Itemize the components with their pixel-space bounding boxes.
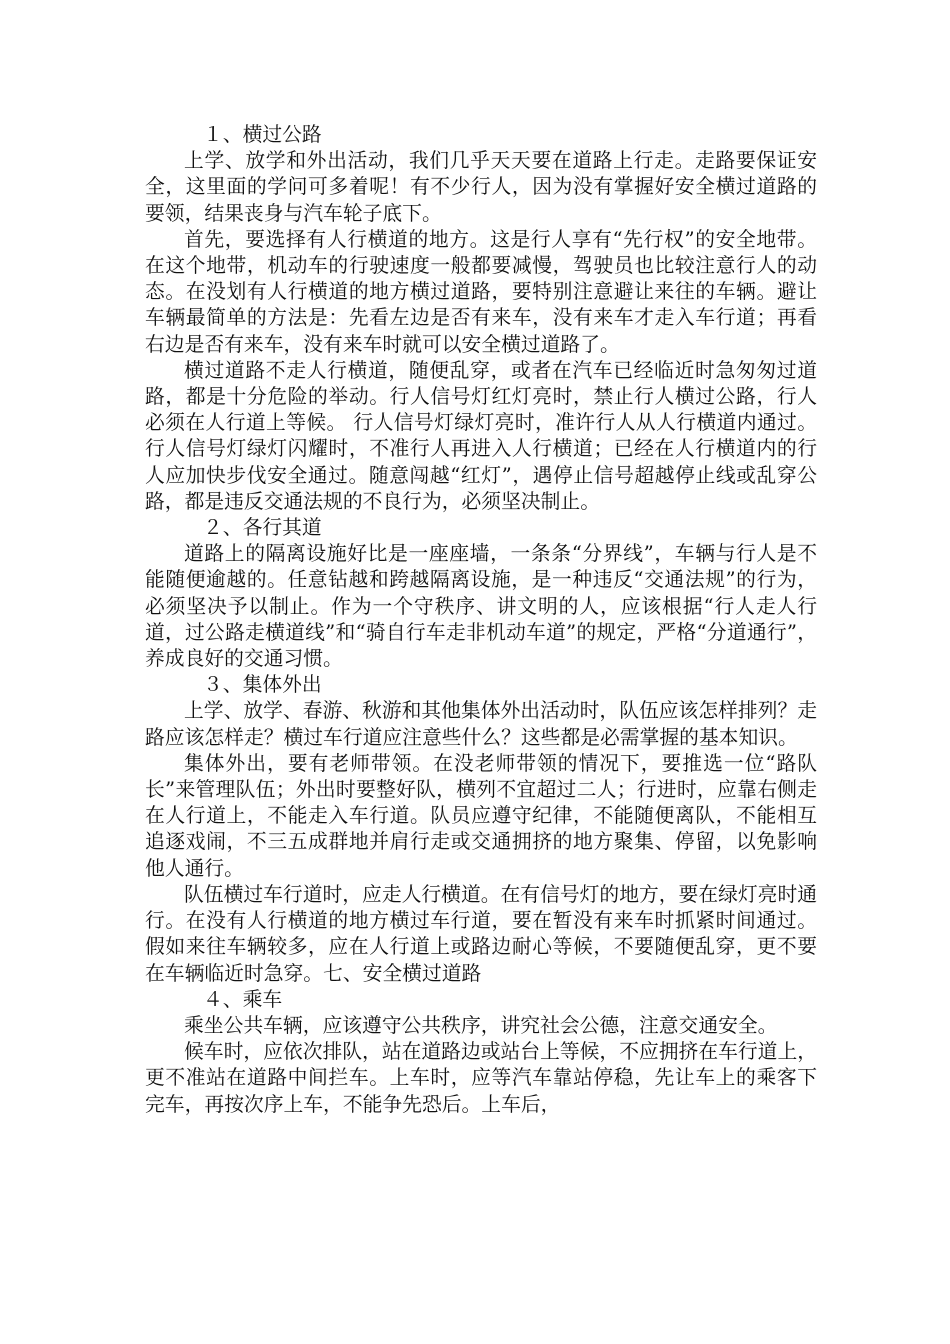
section-heading-riding: ４、乘车 [203, 987, 283, 1011]
paragraph: 上学、放学、春游、秋游和其他集体外出活动时，队伍应该怎样排列？走路应该怎样走？横过车行道应注意些什么？这些都是必需掌握的基本知识。 [145, 699, 818, 749]
paragraph: 首先，要选择有人行横道的地方。这是行人享有“先行权”的安全地带。在这个地带，机动车的行驶速度一般都要减慢，驾驶员也比较注意行人的动态。在没划有人行横道的地方横过道路，要特别注意避让来往的车辆。避让车辆最简单的方法是：先看左边是否有来车，没有来车才走入车行道；再看右边是否有来车，没有来车时就可以安全横过道路了。 [145, 227, 817, 356]
section-heading-lanes: ２、各行其道 [203, 516, 322, 540]
paragraph: 集体外出，要有老师带领。在没老师带领的情况下，要推选一位“路队长”来管理队伍；外出时要整好队，横列不宜超过二人；行进时，应靠右侧走在人行道上，不能走入车行道。队员应遵守纪律，不能随便离队，不能相互追逐戏闹，不三五成群地并肩行走或交通拥挤的地方聚集、停留，以免影响他人通行。 [145, 751, 817, 880]
section-heading-group-outing: ３、集体外出 [203, 673, 322, 697]
document-page [145, 122, 817, 1118]
section-heading-crossing: １、横过公路 [203, 123, 322, 146]
paragraph: 队伍横过车行道时，应走人行横道。在有信号灯的地方，要在绿灯亮时通行。在没有人行横道的地方横过车行道，要在暂没有来车时抓紧时间通过。假如来往车辆较多，应在人行道上或路边耐心等候，不要随便乱穿，更不要在车辆临近时急穿。七、安全横过道路 [145, 882, 818, 985]
paragraph: 横过道路不走人行横道，随便乱穿，或者在汽车已经临近时急匆匆过道路，都是十分危险的举动。行人信号灯红灯亮时，禁止行人横过公路，行人必须在人行道上等候。 行人信号灯绿灯亮时，准许行人从人行横道内通过。 行人信号灯绿灯闪耀时，不准行人再进入人行横道；已经在人行横道内的行人应加快步伐安全通过。随意闯越“红灯”，遇停止信号超越停止线或乱穿公路，都是违反交通法规的不良行为，必须坚决制止。 [145, 358, 817, 513]
paragraph: 上学、放学和外出活动，我们几乎天天要在道路上行走。走路要保证安全，这里面的学问可多着呢！有不少行人，因为没有掌握好安全横过道路的要领，结果丧身与汽车轮子底下。 [145, 149, 817, 225]
paragraph: 道路上的隔离设施好比是一座座墙，一条条“分界线”，车辆与行人是不能随便逾越的。任意钻越和跨越隔离设施，是一种违反“交通法规”的行为，必须坚决予以制止。作为一个守秩序、讲文明的人，应该根据“行人走人行道，过公路走横道线”和“骑自行车走非机动车道”的规定，严格“分道通行”，养成良好的交通习惯。 [145, 542, 817, 671]
paragraph: 候车时，应依次排队，站在道路边或站台上等候，不应拥挤在车行道上，更不准站在道路中间拦车。上车时，应等汽车靠站停稳，先让车上的乘客下完车，再按次序上车，不能争先恐后。上车后， [145, 1040, 818, 1116]
paragraph: 乘坐公共车辆，应该遵守公共秩序，讲究社会公德，注意交通安全。 [184, 1013, 778, 1037]
